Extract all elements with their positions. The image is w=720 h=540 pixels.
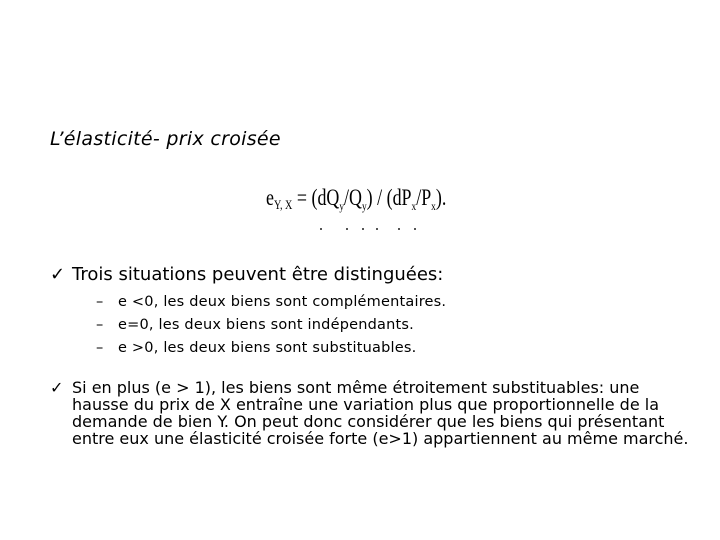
formula-mid3: /P xyxy=(416,185,432,210)
dash-icon: – xyxy=(96,317,104,333)
formula-residue xyxy=(318,228,418,234)
sub-item-2-text: e=0, les deux biens sont indépendants. xyxy=(118,317,414,333)
formula-e-subscript: Y, X xyxy=(273,197,293,212)
slide-title: L’élasticité- prix croisée xyxy=(50,128,281,150)
dash-icon: – xyxy=(96,294,104,310)
bullet-1-text: Trois situations peuvent être distinguées: xyxy=(72,264,444,285)
sub-item-1-text: e <0, les deux biens sont complémentaires. xyxy=(118,294,447,310)
formula-qy2-subscript: y xyxy=(362,199,367,213)
formula-eq: = (dQ xyxy=(292,185,340,210)
dash-icon: – xyxy=(96,340,104,356)
check-icon: ✓ xyxy=(50,378,64,397)
cross-elasticity-formula xyxy=(266,186,446,212)
formula-end: ). xyxy=(435,185,447,210)
formula-mid2: ) / (dP xyxy=(366,185,412,210)
formula-mid1: /Q xyxy=(344,185,363,210)
formula-e: e xyxy=(266,185,274,210)
bullet-2-text: Si en plus (e > 1), les biens sont même étroitement substituables: une hausse du prix de X entraîne une variation plus que proportionnelle de la demande de bien Y. On peut donc considérer que les biens qui présentant entre eux une élasticité croisée forte (e>1) appartiennent au même marché. xyxy=(72,378,689,448)
formula-qy-subscript: y xyxy=(339,199,345,213)
check-icon: ✓ xyxy=(50,264,66,285)
sub-item-3-text: e >0, les deux biens sont substituables. xyxy=(118,340,417,356)
formula-px2-subscript: x xyxy=(431,199,436,213)
formula-px-subscript: x xyxy=(411,199,417,213)
